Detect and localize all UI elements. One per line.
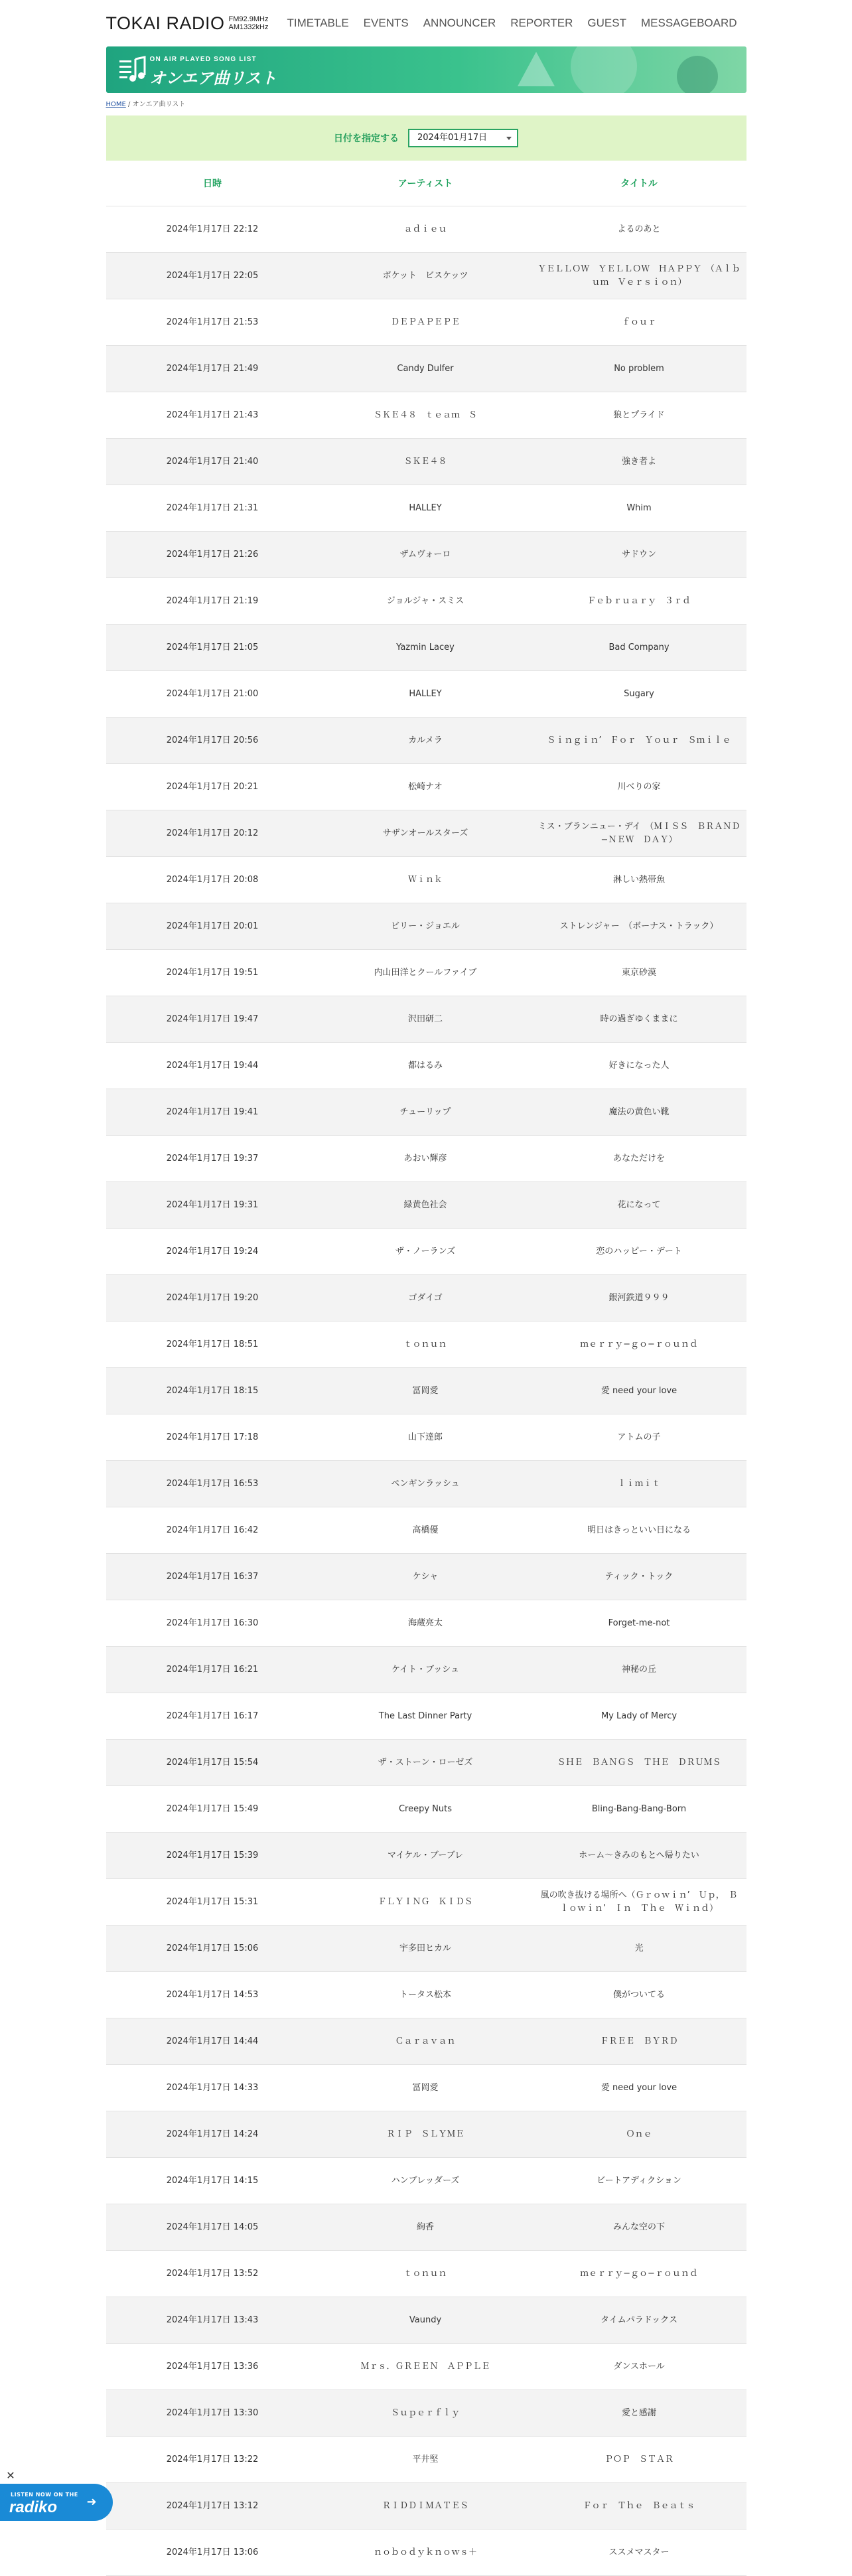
table-row [106,1786,746,1833]
row-title: Sugary [624,688,654,699]
row-datetime: 2024年1月17日 21:49 [166,363,259,374]
row-artist: 平井堅 [412,2454,439,2464]
row-title: 魔法の黄色い靴 [608,1106,670,1117]
row-title: Ｏｎｅ [626,2129,652,2139]
column-header-datetime: 日時 [203,179,222,189]
row-title: みんな空の下 [612,2222,665,2232]
row-artist: ケイト・ブッシュ [391,1664,459,1675]
radiko-button[interactable] [0,2484,113,2521]
row-artist: ｔｏｎｕｎ [403,2268,447,2279]
row-title: Bad Company [608,642,670,652]
row-title: ＳＨＥ ＢＡＮＧＳ ＴＨＥ ＤＲＵＭＳ [557,1757,721,1768]
row-artist: 冨岡愛 [412,2082,439,2093]
row-datetime: 2024年1月17日 16:17 [166,1710,259,1721]
row-title: Bling-Bang-Bang-Born [591,1803,687,1814]
row-artist: 松崎ナオ [408,781,443,792]
date-selector-label: 日付を指定する [334,133,399,144]
table-row [106,1089,746,1136]
row-title: ｌｉｍｉｔ [617,1478,661,1489]
table-row [106,764,746,810]
row-datetime: 2024年1月17日 15:39 [166,1850,259,1860]
row-title: 花になって [617,1199,661,1210]
row-title: 神秘の丘 [621,1664,656,1675]
row-artist: Ｓｕｐｅｒｆｌｙ [390,2407,460,2418]
row-datetime: 2024年1月17日 20:21 [166,781,259,792]
row-artist: サザンオールスターズ [382,828,468,838]
nav-timetable[interactable]: TIMETABLE [287,17,349,29]
row-artist: 緑黄色社会 [403,1199,447,1210]
row-artist: Vaundy [409,2314,442,2325]
table-row [106,671,746,718]
row-title: ダンスホール [613,2361,665,2372]
row-datetime: 2024年1月17日 19:24 [166,1246,259,1256]
row-datetime: 2024年1月17日 15:31 [166,1896,259,1907]
row-title: ｍｅｒｒｙ−ｇｏ−ｒｏｕｎｄ [580,2268,698,2279]
banner-circle-decoration [571,46,637,93]
row-datetime: 2024年1月17日 21:53 [166,317,259,327]
table-row [106,1368,746,1414]
table-row [106,950,746,996]
table-row [106,578,746,625]
row-datetime: 2024年1月17日 19:44 [166,1060,259,1071]
row-datetime: 2024年1月17日 21:40 [166,456,259,467]
row-datetime: 2024年1月17日 14:24 [166,2129,259,2139]
table-row [106,996,746,1043]
row-title: ＹＥＬＬＯＷ ＹＥＬＬＯＷ ＨＡＰＰＹ （Ａｌｂｕｍ Ｖｅｒｓｉｏｎ） [537,264,741,287]
row-title: 狼とプライド [613,410,665,420]
table-row [106,1600,746,1647]
table-row [106,1275,746,1322]
row-title: よるのあと [617,224,661,234]
date-selector-bar [106,115,746,161]
page-container [106,0,746,2576]
row-artist: トータス松本 [399,1989,451,2000]
row-title: Ｓｉｎｇｉｎ’ Ｆｏｒ Ｙｏｕｒ Ｓｍｉｌｅ [547,735,731,745]
row-title: アトムの子 [617,1432,661,1442]
table-row [106,857,746,903]
row-title: ホーム〜きみのもとへ帰りたい [579,1850,699,1860]
table-row [106,1322,746,1368]
row-title: 愛 need your love [601,1385,677,1396]
row-artist: ペンギンラッシュ [391,1478,460,1489]
row-artist: ｎｏｂｏｄｙｋｎｏｗｓ＋ [373,2547,477,2557]
row-title: ストレンジャー （ボーナス・トラック） [559,921,719,931]
table-row [106,1461,746,1507]
row-artist: Ｃａｒａｖａｎ [395,2036,456,2046]
site-logo[interactable] [106,13,269,34]
logo-am-frequency: AM1332kHz [228,23,269,31]
row-artist: ａｄｉｅｕ [403,224,447,234]
row-datetime: 2024年1月17日 19:47 [166,1014,259,1024]
row-datetime: 2024年1月17日 21:05 [166,642,259,652]
row-title: 好きになった人 [608,1060,670,1071]
onair-banner [106,46,746,93]
row-datetime: 2024年1月17日 20:01 [166,921,259,931]
row-datetime: 2024年1月17日 21:00 [166,688,259,699]
row-title: ｆｏｕｒ [621,317,656,327]
row-datetime: 2024年1月17日 19:20 [166,1292,259,1303]
row-datetime: 2024年1月17日 13:12 [166,2500,259,2511]
row-datetime: 2024年1月17日 13:36 [166,2361,259,2372]
row-title: My Lady of Mercy [601,1710,677,1721]
table-row [106,2065,746,2111]
row-title: 淋しい熱帯魚 [612,874,665,885]
table-row [106,1926,746,1972]
nav-events[interactable]: EVENTS [363,17,409,29]
banner-circle-decoration [677,56,718,93]
row-title: あなただけを [612,1153,665,1164]
table-row [106,2344,746,2390]
row-artist: ＳＫＥ４８ [403,456,447,467]
row-datetime: 2024年1月17日 15:54 [166,1757,259,1768]
row-datetime: 2024年1月17日 22:12 [166,224,259,234]
row-artist: ｔｏｎｕｎ [403,1339,447,1349]
table-row [106,1229,746,1275]
date-select-value: 2024年01月17日 [417,133,488,143]
table-row [106,1833,746,1879]
row-title: ＦＲＥＥ ＢＹＲＤ [600,2036,678,2046]
table-row [106,253,746,299]
row-artist: ゴダイゴ [408,1292,443,1303]
row-title: 風の吹き抜ける場所へ（Ｇｒｏｗｉｎ’ Ｕｐ， Ｂｌｏｗｉｎ’ Ｉｎ Ｔｈｅ Ｗｉｎｄ） [540,1890,738,1914]
table-row [106,2204,746,2251]
table-row [106,1043,746,1089]
table-row [106,299,746,346]
table-header [106,161,746,206]
music-list-icon [118,55,147,84]
row-datetime: 2024年1月17日 13:22 [166,2454,259,2464]
row-title: Whim [626,502,652,513]
nav-messageboard[interactable]: MESSAGEBOARD [640,17,737,29]
row-datetime: 2024年1月17日 17:18 [166,1432,259,1442]
row-datetime: 2024年1月17日 19:41 [166,1106,259,1117]
nav-reporter[interactable]: REPORTER [510,17,573,29]
row-title: 光 [634,1943,644,1953]
row-title: Forget-me-not [608,1618,670,1628]
row-artist: ポケット ビスケッツ [382,270,468,281]
table-row [106,485,746,532]
row-artist: HALLEY [409,502,442,513]
row-title: ティック・トック [604,1571,674,1582]
radiko-caption: LISTEN NOW ON THE [11,2492,78,2498]
row-artist: ザ・ストーン・ローゼズ [378,1757,473,1768]
row-datetime: 2024年1月17日 15:06 [166,1943,259,1953]
table-row [106,810,746,857]
table-row [106,625,746,671]
row-datetime: 2024年1月17日 18:15 [166,1385,259,1396]
row-title: ミス・ブランニュー・デイ （ＭＩＳＳ ＢＲＡＮＤ−ＮＥＷ ＤＡＹ） [537,821,741,845]
row-artist: The Last Dinner Party [378,1710,472,1721]
radiko-logo: radiko [9,2498,58,2516]
row-artist: Creepy Nuts [398,1803,453,1814]
table-row [106,206,746,253]
row-datetime: 2024年1月17日 14:05 [166,2222,259,2232]
row-title: No problem [614,363,664,374]
table-row [106,439,746,485]
table-row [106,2530,746,2576]
banner-title: オンエア曲リスト [149,69,277,88]
row-datetime: 2024年1月17日 19:51 [166,967,259,978]
table-row [106,2390,746,2437]
row-artist: 絢香 [416,2222,434,2232]
row-datetime: 2024年1月17日 13:30 [166,2407,259,2418]
table-row [106,1507,746,1554]
row-datetime: 2024年1月17日 13:06 [166,2547,259,2557]
logo-frequencies [229,15,269,31]
row-title: 明日はきっといい日になる [587,1525,691,1535]
row-datetime: 2024年1月17日 20:12 [166,828,259,838]
table-row [106,2483,746,2530]
row-artist: ハンブレッダーズ [391,2175,460,2186]
row-artist: マイケル・ブーブレ [387,1850,464,1860]
row-title: 強き者よ [621,456,656,467]
table-row [106,1136,746,1182]
row-artist: ＤＥＰＡＰＥＰＥ [390,317,460,327]
table-row [106,1554,746,1600]
row-datetime: 2024年1月17日 14:33 [166,2082,259,2093]
row-artist: Ｗｉｎｋ [407,874,443,885]
table-row [106,532,746,578]
row-title: タイムパラドックス [600,2314,678,2325]
table-row [106,903,746,950]
row-title: Ｆｅｂｒｕａｒｙ ３ｒｄ [587,595,691,606]
table-row [106,2111,746,2158]
table-row [106,1414,746,1461]
arrow-right-icon: ➜ [86,2495,97,2509]
column-header-artist: アーティスト [397,179,453,189]
breadcrumb-separator: / [128,101,131,108]
row-datetime: 2024年1月17日 16:37 [166,1571,259,1582]
table-row [106,1972,746,2018]
table-row [106,718,746,764]
row-title: Ｆｏｒ Ｔｈｅ Ｂｅａｔｓ [583,2500,695,2511]
row-title: 銀河鉄道９９９ [608,1292,670,1303]
site-header [106,0,746,46]
table-row [106,2437,746,2483]
row-artist: 冨岡愛 [412,1385,439,1396]
table-row [106,346,746,392]
row-title: 愛と感謝 [621,2407,656,2418]
row-artist: ＳＫＥ４８ ｔｅａｍ Ｓ [373,410,477,420]
row-datetime: 2024年1月17日 16:53 [166,1478,259,1489]
row-artist: Candy Dulfer [397,363,454,374]
row-artist: 内山田洋とクールファイブ [374,967,477,978]
row-datetime: 2024年1月17日 14:53 [166,1989,259,2000]
table-row [106,1647,746,1693]
row-artist: ＦＬＹＩＮＧ ＫＩＤＳ [378,1896,473,1907]
table-row [106,1182,746,1229]
row-artist: ザムヴォーロ [399,549,451,560]
banner-subtitle: ON AIR PLAYED SONG LIST [149,56,257,63]
chevron-down-icon [506,137,512,140]
row-artist: HALLEY [409,688,442,699]
table-row [106,2018,746,2065]
row-title: 愛 need your love [601,2082,677,2093]
row-datetime: 2024年1月17日 21:19 [166,595,259,606]
row-artist: ケシャ [412,1571,439,1582]
row-title: ＰＯＰ ＳＴＡＲ [604,2454,674,2464]
table-row [106,2251,746,2297]
row-datetime: 2024年1月17日 16:21 [166,1664,259,1675]
row-datetime: 2024年1月17日 21:43 [166,410,259,420]
row-title: サドウン [621,549,656,560]
row-artist: 高橋優 [412,1525,439,1535]
close-icon[interactable]: ✕ [6,2469,15,2482]
row-datetime: 2024年1月17日 13:43 [166,2314,259,2325]
row-datetime: 2024年1月17日 16:30 [166,1618,259,1628]
table-row [106,1879,746,1926]
row-datetime: 2024年1月17日 13:52 [166,2268,259,2279]
row-datetime: 2024年1月17日 22:05 [166,270,259,281]
nav-announcer[interactable]: ANNOUNCER [423,17,496,29]
main-nav [287,17,737,30]
row-artist: 都はるみ [407,1060,443,1071]
row-title: ススメマスター [608,2547,670,2557]
row-artist: 海蔵亮太 [407,1618,443,1628]
row-title: ｍｅｒｒｙ−ｇｏ−ｒｏｕｎｄ [580,1339,698,1349]
logo-fm-frequency: FM92.9MHz [228,15,269,23]
row-artist: Ｍｒｓ．ＧＲＥＥＮ ＡＰＰＬＥ [360,2361,490,2372]
row-artist: チューリップ [399,1106,451,1117]
row-datetime: 2024年1月17日 19:37 [166,1153,259,1164]
row-artist: ジョルジャ・スミス [386,595,464,606]
row-datetime: 2024年1月17日 20:08 [166,874,259,885]
logo-name: TOKAI RADIO [106,13,225,33]
row-title: 川べりの家 [617,781,661,792]
row-artist: Yazmin Lacey [396,642,455,652]
row-artist: ビリー・ジョエル [391,921,460,931]
row-datetime: 2024年1月17日 18:51 [166,1339,259,1349]
row-datetime: 2024年1月17日 20:56 [166,735,259,745]
row-title: 時の過ぎゆくままに [600,1014,678,1024]
row-title: 僕がついてる [612,1989,665,2000]
row-artist: 山下達郎 [407,1432,443,1442]
row-artist: ザ・ノーランズ [395,1246,456,1256]
nav-guest[interactable]: GUEST [587,17,626,29]
row-artist: ＲＩＰ ＳＬＹＭＥ [386,2129,464,2139]
row-artist: ＲＩＤＤＩＭＡＴＥＳ [382,2500,468,2511]
row-title: 恋のハッピー・デート [596,1246,682,1256]
table-row [106,1693,746,1740]
date-select[interactable] [408,129,518,147]
row-datetime: 2024年1月17日 14:15 [166,2175,259,2186]
table-row [106,392,746,439]
row-datetime: 2024年1月17日 19:31 [166,1199,259,1210]
row-artist: 宇多田ヒカル [399,1943,451,1953]
row-artist: 沢田研二 [407,1014,443,1024]
table-row [106,1740,746,1786]
row-datetime: 2024年1月17日 21:26 [166,549,259,560]
row-artist: カルメラ [408,735,443,745]
breadcrumb [106,93,746,110]
column-header-title: タイトル [620,179,658,189]
breadcrumb-current: オンエア曲リスト [132,101,186,108]
table-row [106,2297,746,2344]
row-datetime: 2024年1月17日 16:42 [166,1525,259,1535]
row-title: ビートアディクション [597,2175,681,2186]
row-artist: あおい輝彦 [403,1153,447,1164]
banner-triangle-decoration [518,52,555,86]
row-datetime: 2024年1月17日 14:44 [166,2036,259,2046]
breadcrumb-home[interactable]: HOME [106,101,126,108]
row-title: 東京砂漠 [621,967,656,978]
song-list [106,206,746,2576]
row-datetime: 2024年1月17日 21:31 [166,502,259,513]
row-datetime: 2024年1月17日 15:49 [166,1803,259,1814]
table-row [106,2158,746,2204]
